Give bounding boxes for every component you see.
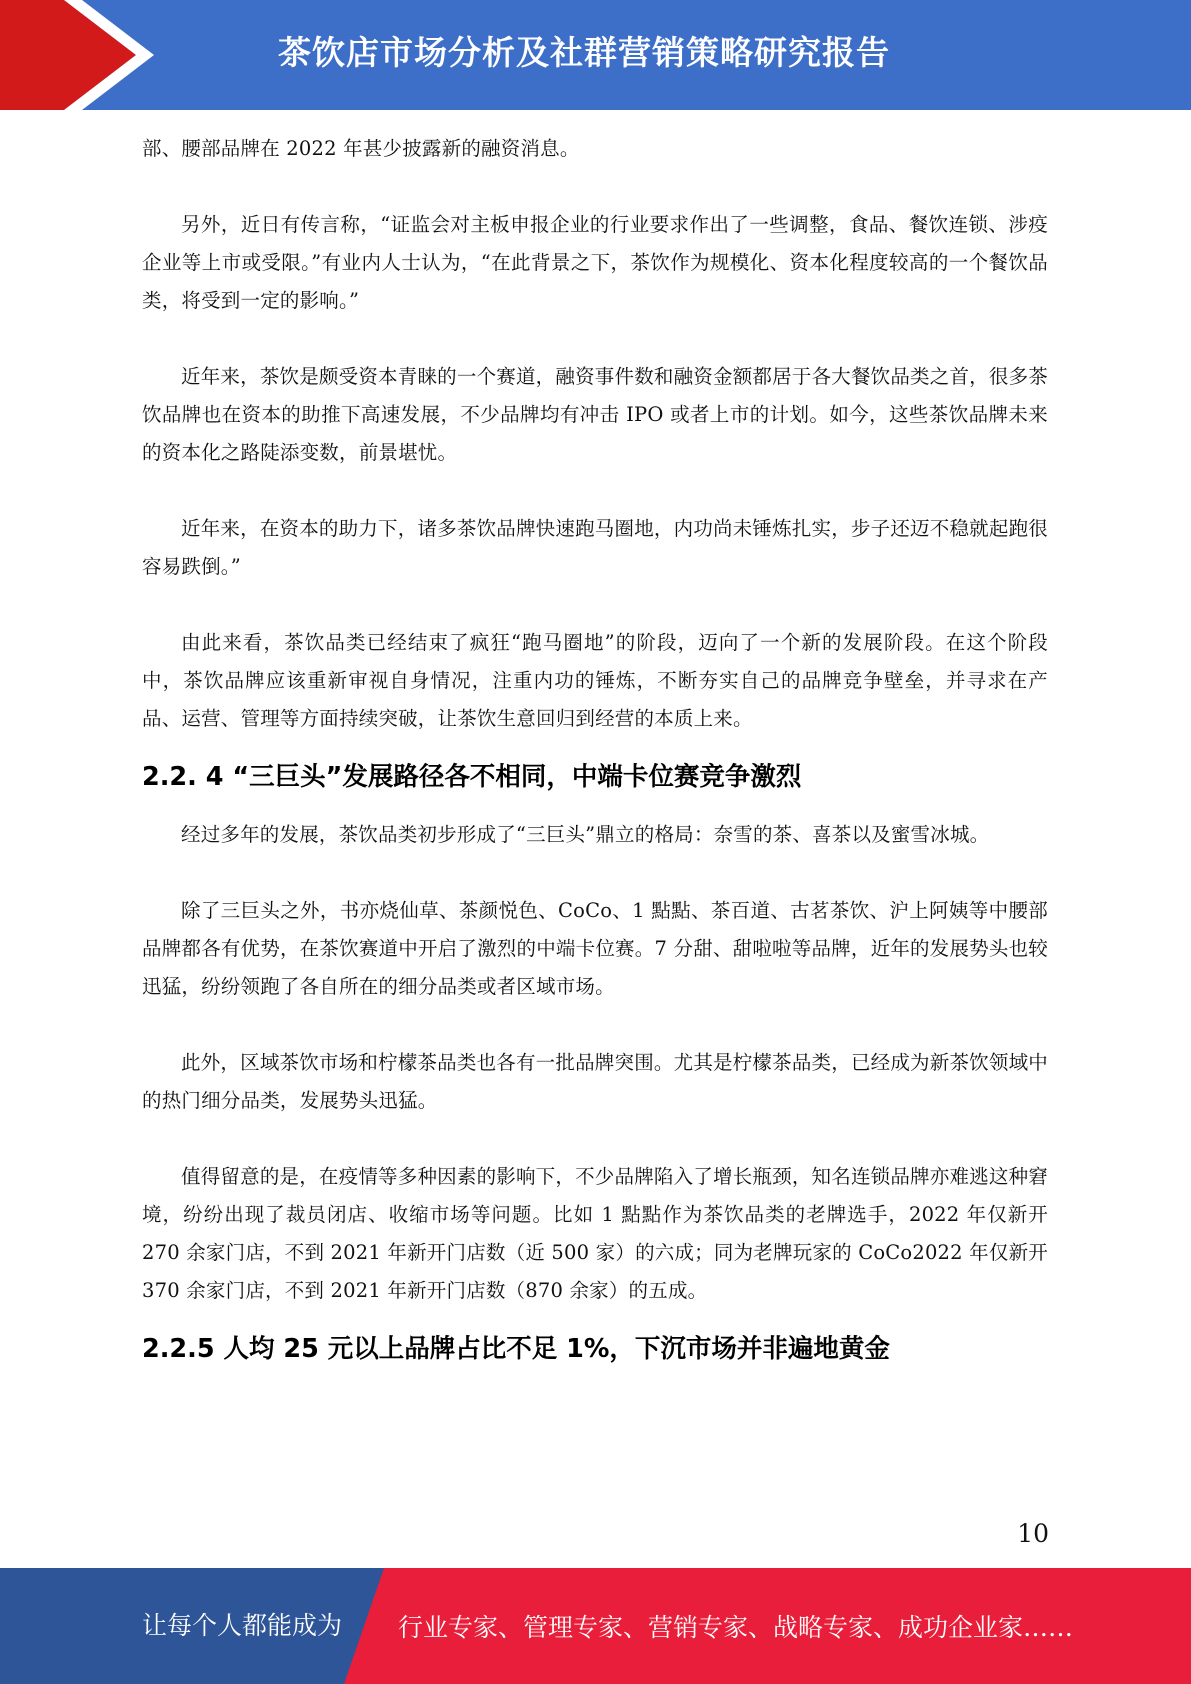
paragraph: 此外，区域茶饮市场和柠檬茶品类也各有一批品牌突围。尤其是柠檬茶品类，已经成为新茶饮领域中的热门细分品类，发展势头迅猛。 <box>142 1051 1048 1112</box>
header-title: 茶饮店市场分析及社群营销策略研究报告 <box>278 33 890 72</box>
paragraph: 近年来，茶饮是颇受资本青睐的一个赛道，融资事件数和融资金额都居于各大餐饮品类之首，很多茶饮品牌也在资本的助推下高速发展，不少品牌均有冲击 IPO 或者上市的计划。如今，这些茶饮品牌未来的资本化之路陡添变数，前景堪忧。 <box>142 365 1048 464</box>
paragraph: 部、腰部品牌在 2022 年甚少披露新的融资消息。 <box>142 137 580 160</box>
paragraph: 值得留意的是，在疫情等多种因素的影响下，不少品牌陷入了增长瓶颈，知名连锁品牌亦难逃这种窘境，纷纷出现了裁员闭店、收缩市场等问题。比如 1 點點作为茶饮品类的老牌选手，2022 年仅新开 270 余家门店，不到 2021 年新开门店数（近 500 家）的六成；同为老牌玩家的 CoCo2022 年仅新开 370 余家门店，不到 2021 年新开门店数（870 余家）的五成。 <box>142 1165 1048 1302</box>
footer-slogan-left: 让每个人都能成为 <box>142 1611 343 1640</box>
footer-slogan-right: 行业专家、管理专家、营销专家、战略专家、成功企业家…… <box>398 1613 1074 1642</box>
paragraph: 除了三巨头之外，书亦烧仙草、茶颜悦色、CoCo、1 點點、茶百道、古茗茶饮、沪上阿姨等中腰部品牌都各有优势，在茶饮赛道中开启了激烈的中端卡位赛。7 分甜、甜啦啦等品牌，近年的发展势头也较迅猛，纷纷领跑了各自所在的细分品类或者区域市场。 <box>142 899 1048 998</box>
header-red-chevron <box>0 0 136 110</box>
section-heading-2-2-5: 2.2.5 人均 25 元以上品牌占比不足 1%，下沉市场并非遍地黄金 <box>142 1334 890 1364</box>
page-header <box>0 0 1191 110</box>
document-body <box>142 130 1048 1388</box>
section-heading-2-2-4: 2.2. 4 “三巨头”发展路径各不相同，中端卡位赛竞争激烈 <box>142 762 802 792</box>
paragraph: 经过多年的发展，茶饮品类初步形成了“三巨头”鼎立的格局：奈雪的茶、喜茶以及蜜雪冰城。 <box>181 823 990 846</box>
paragraph: 近年来，在资本的助力下，诸多茶饮品牌快速跑马圈地，内功尚未锤炼扎实，步子还迈不稳就起跑很容易跌倒。” <box>142 517 1048 578</box>
page-number: 10 <box>1017 1519 1049 1548</box>
header-chevron-decoration <box>0 0 180 110</box>
page-footer <box>0 1568 1191 1684</box>
paragraph: 由此来看，茶饮品类已经结束了疯狂“跑马圈地”的阶段，迈向了一个新的发展阶段。在这个阶段中，茶饮品牌应该重新审视自身情况，注重内功的锤炼，不断夯实自己的品牌竞争壁垒，并寻求在产品、运营、管理等方面持续突破，让茶饮生意回归到经营的本质上来。 <box>142 631 1048 730</box>
paragraph: 另外，近日有传言称，“证监会对主板申报企业的行业要求作出了一些调整，食品、餐饮连锁、涉疫企业等上市或受限。”有业内人士认为，“在此背景之下，茶饮作为规模化、资本化程度较高的一个餐饮品类，将受到一定的影响。” <box>142 213 1048 312</box>
